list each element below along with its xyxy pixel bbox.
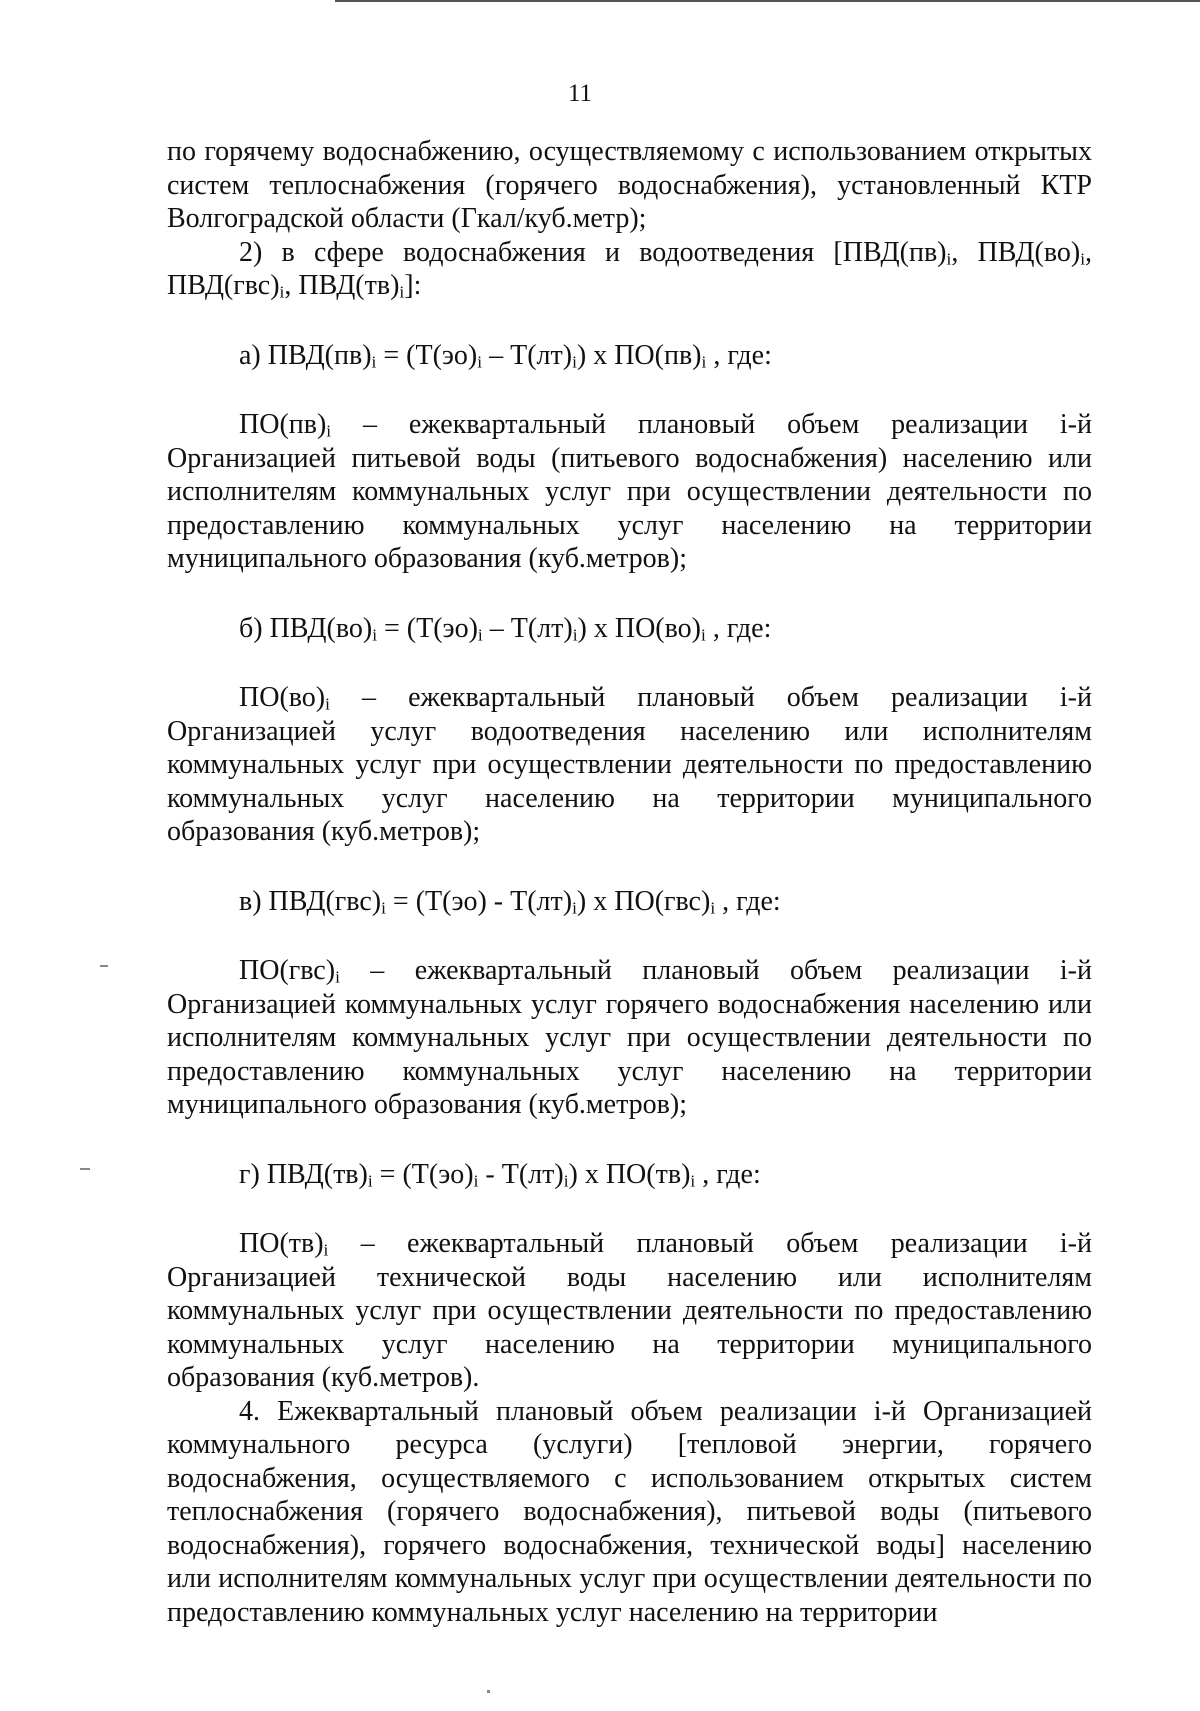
document-body	[167, 135, 1092, 1629]
definition-c: $ПО(гвс)_i$ – ежеквартальный плановый объем реализации i-й Организацией коммунальных услуг горячего водоснабжения населению или исполнителям коммунальных услуг при осуществлении деятельности по предоставлению коммунальных услуг населению на территории муниципального образования (куб.метров);	[167, 955, 1092, 1120]
scan-speck	[80, 1168, 90, 1170]
formula-d: г) $ПВД(тв)_i = (Т(эо)_i - Т(лт)_i)$ х $ПО(тв)_i$ , где:	[239, 1158, 761, 1190]
paragraph-continuation: по горячему водоснабжению, осуществляемому с использованием открытых систем теплоснабжения (горячего водоснабжения), установленный КТР Волгоградской области (Гкал/куб.метр);	[167, 136, 1092, 234]
paragraph-item-2: 2) в сфере водоснабжения и водоотведения [$ПВД(пв)_i$, $ПВД(во)_i$, $ПВД(гвс)_i$, $ПВД(тв)_i$]:	[167, 236, 1093, 302]
scan-edge-line	[335, 0, 1200, 2]
formula-c: в) $ПВД(гвс)_i = (Т(эо) - Т(лт)_i)$ х $ПО(гвс)_i$ , где:	[239, 885, 781, 917]
formula-b: б) $ПВД(во)_i = (Т(эо)_i - Т(лт)_i)$ х $ПО(во)_i$ , где:	[239, 612, 772, 644]
scan-speck	[100, 965, 108, 967]
page-number: 11	[567, 80, 593, 107]
formula-a: а) $ПВД(пв)_i = (Т(эо)_i - Т(лт)_i)$ х $ПО(пв)_i$ , где:	[239, 339, 772, 371]
definition-b: $ПО(во)_i$ – ежеквартальный плановый объем реализации i-й Организацией услуг водоотведения населению или исполнителям коммунальных услуг при осуществлении деятельности по предоставлению коммунальных услуг населению на территории муниципального образования (куб.метров);	[167, 682, 1092, 847]
definition-d: $ПО(тв)_i$ – ежеквартальный плановый объем реализации i-й Организацией технической воды населению или исполнителям коммунальных услуг при осуществлении деятельности по предоставлению коммунальных услуг населению на территории муниципального образования (куб.метров).	[167, 1228, 1092, 1393]
scan-speck	[487, 1690, 490, 1693]
paragraph-item-4: 4. Ежеквартальный плановый объем реализации i-й Организацией коммунального ресурса (услуги) [тепловой энергии, горячего водоснабжения, осуществляемого с использованием открытых систем теплоснабжения (горячего водоснабжения), питьевой воды (питьевого водоснабжения), горячего водоснабжения, технической воды] населению или исполнителям коммунальных услуг при осуществлении деятельности по предоставлению коммунальных услуг населению на территории	[167, 1395, 1092, 1628]
definition-a: $ПО(пв)_i$ – ежеквартальный плановый объем реализации i-й Организацией питьевой воды (питьевого водоснабжения) населению или исполнителям коммунальных услуг при осуществлении деятельности по предоставлению коммунальных услуг населению на территории муниципального образования (куб.метров);	[167, 409, 1092, 574]
